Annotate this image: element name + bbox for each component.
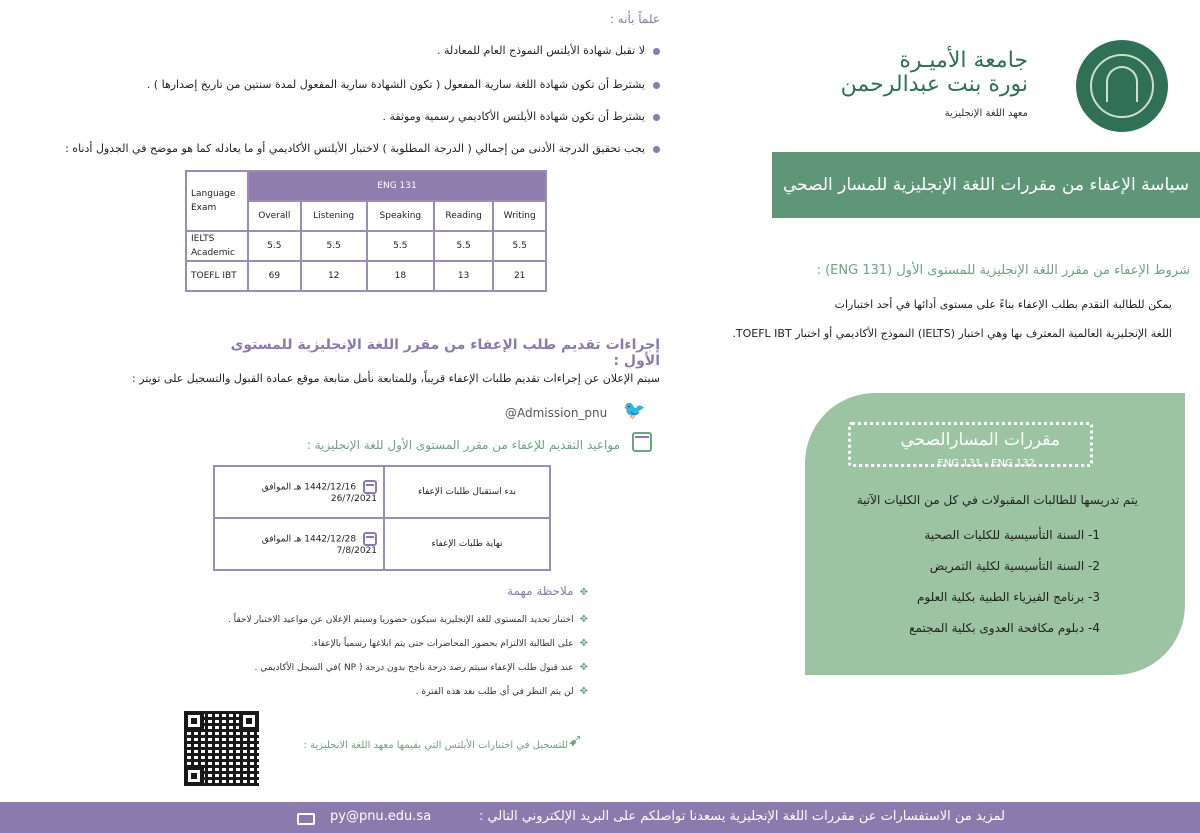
table-cell: 69 [248, 261, 301, 291]
health-track-courses: ENG 131 - ENG 132 [937, 458, 1035, 469]
health-track-title: مقررات المسارالصحي [900, 430, 1060, 450]
important-item: ✥عند قبول طلب الإعفاء سيتم رصد درجة ناجح بدون درجة ( NP )في السجل الأكاديمي . [254, 662, 588, 673]
bullet-icon [653, 82, 660, 89]
table-col-header: Overall [248, 201, 301, 231]
dates-heading: مواعيد التقديم للإعفاء من مقرر المستوى الأول للغة الإنجليزية : [306, 438, 620, 452]
twitter-handle: @Admission_pnu [505, 406, 608, 420]
calendar-icon [363, 532, 377, 546]
table-row [214, 518, 550, 570]
procedures-heading: إجراءات تقديم طلب الإعفاء من مقرر اللغة الإنجليزية للمستوى الأول : [230, 337, 660, 369]
university-logo [1076, 40, 1168, 132]
bullet-icon [653, 114, 660, 121]
table-col-header: Listening [301, 201, 367, 231]
bullet-icon [653, 48, 660, 55]
date-value: 1442/12/28 هـ الموافق 7/8/2021 [214, 518, 384, 570]
notes-bullet-text: يشترط أن تكون شهادة الأيلتس الأكاديمي رسمية وموثقة . [382, 110, 645, 123]
notes-bullet [20, 110, 660, 123]
footer-text: لمزيد من الاستفسارات عن مقررات اللغة الإنجليزية يسعدنا تواصلكم على البريد الإلكتروني التالي : [478, 809, 1005, 824]
conditions-heading: شروط الإعفاء من مقرر اللغة الإنجليزية للمستوى الأول (ENG 131) : [816, 263, 1190, 278]
table-course-header: ENG 131 [248, 171, 546, 201]
health-track-heading: يتم تدريسها للطالبات المقبولات في كل من الكليات الآتية [856, 493, 1138, 507]
mail-icon [297, 813, 315, 825]
banner-title: سياسة الإعفاء من مقررات اللغة الإنجليزية للمسار الصحي [782, 175, 1190, 195]
sparkle-icon: ✥ [579, 587, 588, 598]
date-label: بدء استقبال طلبات الإعفاء [384, 466, 550, 518]
register-text: للتسجيل في اختبارات الأيلتس التي يقيمها معهد اللغة الانجليزية : [303, 740, 568, 751]
important-item: ✥اختبار تحديد المستوى للغة الإنجليزية سيكون حضوريا وسيتم الإعلان عن مواعيد الاختبار لاحقاً . [227, 614, 588, 625]
health-track-item: 3- برنامج الفيزياء الطبية بكلية العلوم [917, 590, 1100, 604]
policy-banner [772, 152, 1200, 218]
health-track-item: 1- السنة التأسيسية للكليات الصحية [924, 528, 1100, 542]
bullet-icon [653, 146, 660, 153]
table-cell: 5.5 [301, 231, 367, 261]
dates-table [213, 465, 551, 571]
twitter-link[interactable] [505, 402, 655, 424]
date-value: 1442/12/16 هـ الموافق 26/7/2021 [214, 466, 384, 518]
health-track-item: 4- دبلوم مكافحة العدوى بكلية المجتمع [909, 621, 1100, 635]
table-cell: 5.5 [434, 231, 493, 261]
notes-bullet-text: يجب تحقيق الدرجة الأدنى من إجمالي ( الدرجة المطلوبة ) لاختبار الأيلتس الأكاديمي أو ما يعادله كما هو موضح في الجدول أدناه : [65, 142, 645, 155]
table-col-header: Writing [493, 201, 546, 231]
conditions-line1: يمكن للطالبة التقدم بطلب الإعفاء بناءً على مستوى أدائها في أحد اختبارات [834, 298, 1172, 311]
table-cell: 21 [493, 261, 546, 291]
table-cell: 5.5 [248, 231, 301, 261]
notes-bullet-text: يشترط أن تكون شهادة اللغة سارية المفعول ( تكون الشهادة سارية المفعول لمدة سنتين من تاريخ إصدارها ) . [146, 78, 645, 91]
footer [0, 802, 1200, 833]
exam-name: TOEFL IBT [186, 261, 248, 291]
notes-bullet [20, 78, 660, 91]
cursor-icon: ➹ [568, 730, 584, 751]
important-item: ✥على الطالبة الالتزام بحضور المحاضرات حتى يتم ابلاغها رسمياً بالإعفاء. [310, 638, 588, 649]
calendar-icon [363, 480, 377, 494]
twitter-icon: 🐦 [623, 400, 646, 421]
notes-bullet [20, 44, 660, 57]
university-name-line2: نورة بنت عبدالرحمن [840, 72, 1028, 97]
table-cell: 12 [301, 261, 367, 291]
sparkle-icon: ✥ [579, 638, 588, 649]
table-corner: Language Exam [186, 171, 248, 231]
requirements-table [185, 170, 547, 292]
table-col-header: Reading [434, 201, 493, 231]
university-name-line1: جامعة الأميـرة [899, 48, 1028, 73]
table-cell: 5.5 [493, 231, 546, 261]
conditions-line2: اللغة الإنجليزية العالمية المعترف بها وهي اختبار (IELTS) النموذج الأكاديمي أو اختبار TOEFL IBT. [732, 327, 1172, 340]
notes-title: علماً بأنه : [609, 12, 660, 26]
table-row [214, 466, 550, 518]
institute-name: معهد اللغة الإنجليزية [944, 108, 1028, 119]
procedures-text: سيتم الإعلان عن إجراءات تقديم طلبات الإعفاء قريباً، وللمتابعة نأمل متابعة موقع عمادة القبول والتسجيل على تويتر : [132, 372, 660, 385]
calendar-icon [628, 431, 652, 452]
footer-email[interactable]: py@pnu.edu.sa [330, 809, 432, 824]
exam-name: IELTS Academic [186, 231, 248, 261]
table-cell: 13 [434, 261, 493, 291]
sparkle-icon: ✥ [579, 614, 588, 625]
notes-bullet-text: لا تقبل شهادة الأيلتس النموذج العام للمعادلة . [436, 44, 645, 57]
date-label: نهاية طلبات الإعفاء [384, 518, 550, 570]
table-row [186, 261, 546, 291]
notes-bullet [20, 142, 660, 155]
health-track-item: 2- السنة التأسيسية لكلية التمريض [929, 559, 1100, 573]
sparkle-icon: ✥ [579, 662, 588, 673]
table-col-header: Speaking [367, 201, 434, 231]
sparkle-icon: ✥ [579, 686, 588, 697]
important-heading: ✥ملاحظة مهمة [507, 584, 588, 598]
important-item: ✥لن يتم النظر في أي طلب بعد هذه الفترة . [415, 686, 588, 697]
table-row [186, 231, 546, 261]
table-cell: 18 [367, 261, 434, 291]
table-cell: 5.5 [367, 231, 434, 261]
